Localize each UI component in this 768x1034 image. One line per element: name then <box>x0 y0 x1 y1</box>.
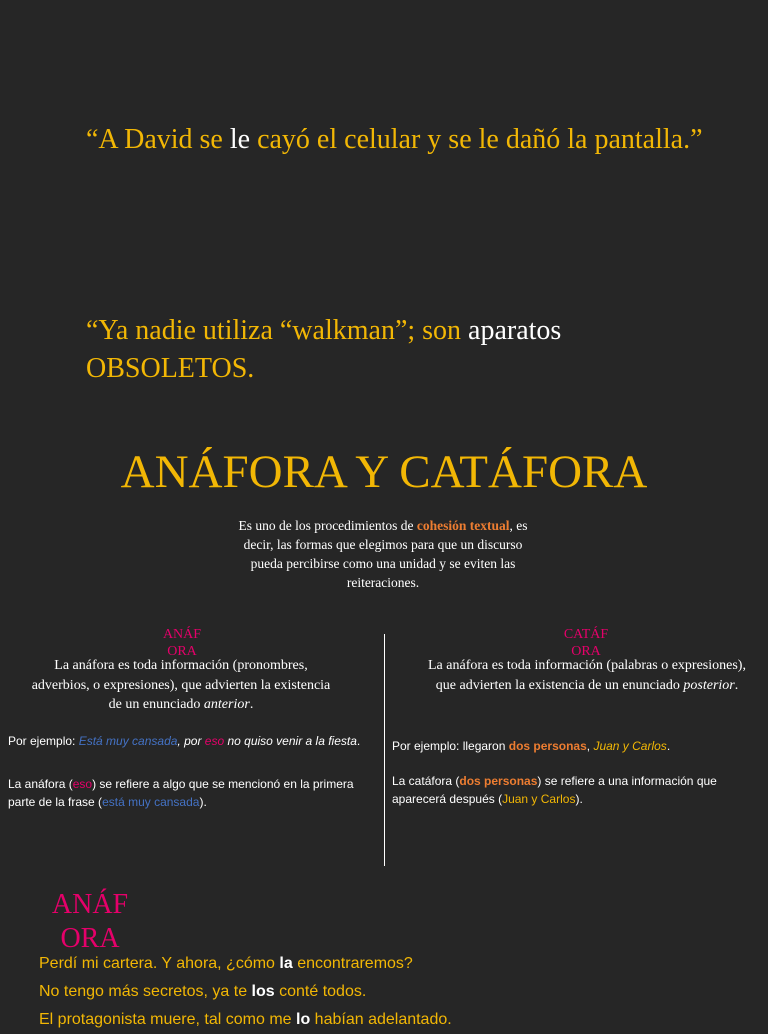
quote-1-pronoun: le <box>229 124 251 155</box>
example-line-part-1: Perdí mi cartera. Y ahora, ¿cómo <box>39 955 280 972</box>
catafora-ex1-part-1: Por ejemplo: llegaron <box>392 739 509 753</box>
anafora-definition <box>28 656 334 715</box>
example-line-part-1: El protagonista muere, tal como me <box>39 1011 297 1028</box>
example-line-part-2: conté todos. <box>274 983 367 1000</box>
anafora-ex1-referent: Está muy cansada <box>78 734 178 748</box>
example-line-part-1: No tengo más secretos, ya te <box>39 983 252 1000</box>
quote-1 <box>86 120 706 160</box>
example-line <box>39 978 739 1006</box>
anafora-ex1-part-4: . <box>356 734 361 748</box>
catafora-ex1-referent: Juan y Carlos <box>593 739 667 753</box>
anafora-ex2-referent: está muy cansada <box>102 794 200 809</box>
catafora-ex2-pronoun: dos personas <box>459 774 538 788</box>
anafora-def-em: anterior <box>203 697 250 712</box>
anafora-ex1-part-2: , por <box>177 734 205 748</box>
intro-paragraph <box>228 516 538 592</box>
catafora-ex1-pronoun: dos personas <box>508 739 587 753</box>
quote-2 <box>86 312 706 388</box>
anafora-ex2-part-3: ). <box>199 794 207 809</box>
anafora-ex2-part-1: La anáfora ( <box>8 777 73 791</box>
quote-2-highlight: aparatos <box>468 315 562 346</box>
anafora-explanation <box>8 776 378 811</box>
catafora-ex2-part-3: ). <box>575 791 583 806</box>
example-line-pronoun: los <box>251 983 275 1000</box>
anafora-ex1-pronoun: eso <box>204 734 225 748</box>
anafora-ex2-pronoun: eso <box>72 777 93 791</box>
catafora-ex1-part-2: , <box>586 739 594 753</box>
anafora-heading: ANÁF ORA <box>162 627 202 659</box>
catafora-heading: CATÁF ORA <box>563 627 609 659</box>
anafora-example <box>8 733 378 751</box>
catafora-ex2-part-2: ) se refiere a una información que aparecerá después ( <box>392 774 717 806</box>
catafora-ex2-referent: Juan y Carlos <box>502 791 576 806</box>
anafora-ex1-part-1: Por ejemplo: <box>8 734 79 748</box>
catafora-def-em: posterior <box>683 677 735 693</box>
intro-part-1: Es uno de los procedimientos de <box>238 518 417 533</box>
anafora-ex1-part-3: no quiso venir a la fiesta <box>224 734 357 748</box>
catafora-explanation <box>392 773 762 808</box>
column-divider <box>384 634 385 866</box>
catafora-def-part-1: La anáfora es toda información (palabras o expresiones), que advierten la existencia de un enunciado <box>428 658 746 693</box>
example-line-part-2: habían adelantado. <box>310 1011 452 1028</box>
example-line <box>39 950 739 978</box>
catafora-example <box>392 738 762 756</box>
quote-1-part-3: cayó el celular y se le dañó la pantalla.” <box>250 124 703 155</box>
bottom-anafora-heading: ANÁF ORA <box>51 889 129 954</box>
page-title: ANÁFORA Y CATÁFORA <box>120 446 648 498</box>
catafora-ex1-part-3: . <box>666 739 671 753</box>
example-line-pronoun: la <box>279 955 293 972</box>
example-line-pronoun: lo <box>296 1011 311 1028</box>
anafora-def-part-2: . <box>249 697 254 712</box>
catafora-def-part-2: . <box>734 677 739 693</box>
quote-2-part-1: “Ya nadie utiliza “walkman”; son <box>86 315 469 346</box>
anafora-ex2-part-2: ) se refiere a algo que se mencionó en la primera parte de la frase ( <box>8 777 354 809</box>
quote-2-part-3: OBSOLETOS. <box>86 353 255 384</box>
intro-highlight: cohesión textual <box>416 518 510 533</box>
example-line <box>39 1006 739 1034</box>
catafora-ex2-part-1: La catáfora ( <box>392 774 460 788</box>
quote-1-part-1: “A David se <box>86 124 230 155</box>
example-line-part-2: encontraremos? <box>292 955 413 972</box>
catafora-definition <box>424 656 750 695</box>
intro-part-2: , es decir, las formas que elegimos para que un discurso pueda percibirse como una unidad y se eviten las reiteraciones. <box>243 518 528 590</box>
anafora-def-part-1: La anáfora es toda información (pronombres, adverbios, o expresiones), que advierten la existencia de un enunciado <box>31 658 331 712</box>
